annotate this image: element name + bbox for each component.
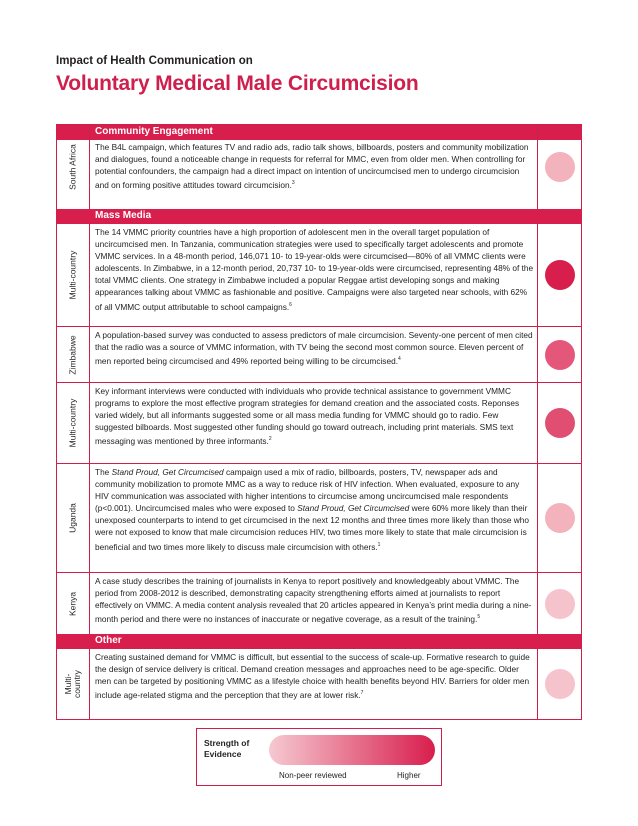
evidence-circle [545,408,575,438]
evidence-table [56,124,582,720]
evidence-circle [545,260,575,290]
reference-marker: 5 [477,614,481,621]
table-row [57,649,581,719]
legend-title [204,738,249,760]
reference-marker: 1 [377,541,381,548]
evidence-cell [537,649,582,719]
evidence-circle [545,340,575,370]
reference-marker: 4 [398,356,401,363]
table-row [57,572,581,634]
country-label: South Africa [67,144,78,190]
table-row [57,463,581,572]
evidence-circle [545,669,575,699]
section-header-mass-media [57,209,581,224]
description-text: A population-based survey was conducted to assess predictors of male circumcision. Seventy-one percent of men cited that the radio was a source of VMMC information, with TV being the second most common source. Eleven percent of men reported being circumcised and 49% reported being willing to be circumcised. [95,330,533,366]
row-description [95,466,535,552]
page-title: Voluntary Medical Male Circumcision [56,72,419,95]
country-label: Kenya [67,591,78,616]
row-description [95,651,535,701]
reference-marker: 2 [268,436,272,443]
section-label: Community Engagement [95,126,213,137]
evidence-cell [537,327,582,382]
evidence-cell [537,573,582,634]
legend-title-line: Strength of [204,738,250,748]
evidence-legend [196,728,442,786]
section-header-other [57,634,581,649]
row-label-cell [57,464,90,572]
table-row [57,326,581,382]
evidence-cell [537,125,582,209]
evidence-circle [545,589,575,619]
row-description [95,141,535,191]
evidence-cell [537,224,582,326]
section-label: Other [95,635,122,646]
row-description [95,329,535,367]
description-text: The B4L campaign, which features TV and radio ads, radio talk shows, billboards, posters and community mobilization and dialogues, found a noticeable change in requests for referral for MMC, even from older men. When controlling for potential confounders, the campaign had a direct impact on intention of uncircumcised men to undergo circumcision and on forming positive attitudes toward circumcision. [95,142,529,191]
row-label-cell [57,125,90,209]
country-label: Multi-country [67,250,78,300]
evidence-cell [537,383,582,463]
reference-marker: 6 [289,301,292,308]
country-label: Uganda [67,503,78,533]
country-label: Multi- country [63,670,82,698]
legend-high-label: Higher [397,771,421,780]
description-text: A case study describes the training of journalists in Kenya to report positively and knowledgeably about VMMC. The period from 2008-2012 is described, demonstrating capacity strengthening efforts aimed at journalists to report effectively on VMMC. A media content analysis revealed that 20 articles appeared in Kenya’s print media during a nine-month period and there were no instances of inaccurate or negative coverage, as a result of the training. [95,576,532,625]
page-subtitle: Impact of Health Communication on [56,55,253,67]
table-row [57,125,581,209]
description-text: The Stand Proud, Get Circumcised campaign used a mix of radio, billboards, posters, TV, newspaper ads and community mobilization to promote MMC as a way to reduce risk of HIV infection. When evaluated, exposure to any HIV communication was associated with higher intentions to circumcise among uncircumcised male respondents (p<0.001). Uncircumcised males who were exposed to Stand Proud, Get Circumcised were 60% more likely than their unexposed counterparts to intend to get circumcised in the next 12 months and three times more likely than those who were not exposed to know that male circumcision reduces HIV, two times more likely to state that male circumcision is beneficial and two times more likely to discuss male circumcision with others. [95,467,529,552]
legend-title-line: Evidence [204,749,242,759]
row-description [95,385,535,447]
evidence-circle [545,503,575,533]
table-row [57,382,581,463]
row-label-cell [57,224,90,326]
evidence-cell [537,464,582,572]
description-text: The 14 VMMC priority countries have a high proportion of adolescent men in the overall target population of uncircumcised men. In Tanzania, communication strategies were used to specifically target adolescents and promote VMMC services. In a 48-month period, 146,071 10- to 19-year-olds were circumcised—80% of all VMMC clients were adolescents. In Zimbabwe, in a 12-month period, 20,737 10- to 19-year-olds were circumcised, representing 48% of the total VMMC clients. One strategy in Zimbabwe included a popular Reggae artist developing songs and making appearances talking about VMMC as fashionable and positive. Campaigns were also targeted near schools, with 62% of all VMMC output attributable to school campaigns. [95,227,534,312]
description-text: Key informant interviews were conducted with individuals who provide technical assistance to government VMMC programs to explore the most effective program strategies for demand creation and the associated costs. Reponses varied widely, but all informants suggested some or all mass media funding for VMMC should go to radio. Few suggested bilboards. Most suggested other funding should go toward outreach, including print materials. SMS text messaging was mentioned by three informants. [95,386,520,447]
description-text: Creating sustained demand for VMMC is difficult, but essential to the success of scale-up. Formative research to guide the design of service delivery is critical. Demand creation messages and approaches need to be age-specific. Older men can be targeted by positioning VMMC as a lifestyle choice with health benefits beyond HIV. Barriers for older men include age-related stigma and the perception that they are at lower risk. [95,652,530,701]
reference-marker: 7 [360,690,364,697]
legend-low-label: Non-peer reviewed [279,771,347,780]
row-label-cell [57,649,90,719]
country-label: Multi-country [67,398,78,448]
row-label-cell [57,383,90,463]
section-label: Mass Media [95,210,152,221]
row-label-cell [57,573,90,634]
table-row [57,224,581,326]
row-description [95,575,535,625]
evidence-gradient-bar [269,735,435,765]
evidence-circle [545,152,575,182]
row-label-cell [57,327,90,382]
row-description [95,226,535,312]
country-label: Zimbabwe [67,334,78,375]
reference-marker: 3 [291,180,295,187]
